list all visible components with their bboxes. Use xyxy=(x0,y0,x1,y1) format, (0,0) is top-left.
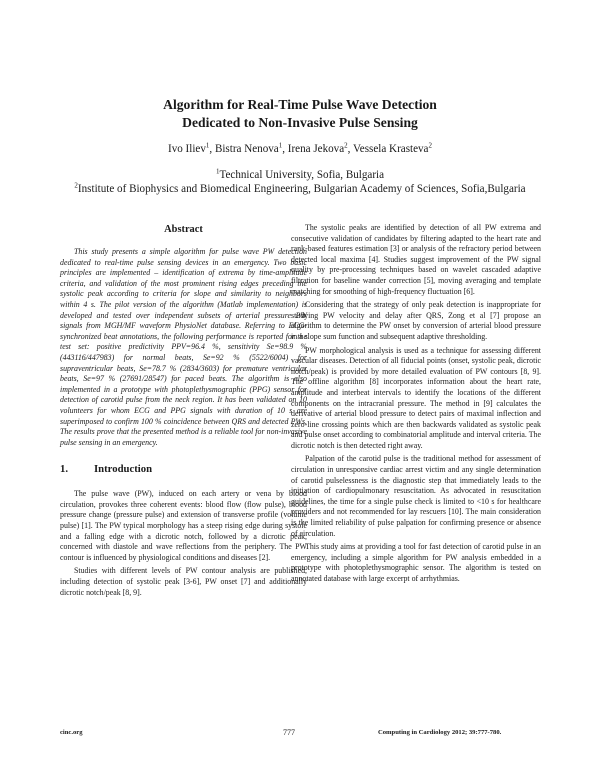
paragraph: The systolic peaks are identified by detection of all PW extrema and consecutive validation of candidates by filtering adapted to the heart rate and rank-based features estimation [3] or analysis of the refractory period between detected local maxima [4]. Studies suggest improvement of the PW signal quality by pre-processing techniques based on wavelet cascaded adaptive filtration for baseline wander correction [5], moving averaging and template matching for smoothing of high-frequency fluctuation [6]. xyxy=(291,223,541,296)
affiliation-text: Technical University, Sofia, Bulgaria xyxy=(219,169,385,181)
section-heading-introduction xyxy=(60,463,307,476)
affiliation-text: Institute of Biophysics and Biomedical Engineering, Bulgarian Academy of Sciences, Sofia,Bulgaria xyxy=(77,183,526,195)
section-number: 1. xyxy=(60,463,69,476)
paragraph: Palpation of the carotid pulse is the traditional method for assessment of circulation in unresponsive cardiac arrest victim and any single determination of carotid pulselessness is the diagnostic step that immediately leads to the initiation of cardiopulmonary resuscitation. As advocated in resuscitation guidelines, the time for a single pulse check is limited to <10 s for healthcare providers and not recommended for lay rescuers [10]. The main consideration is the limited reliability of pulse palpation for confirming presence or absence of circulation. xyxy=(291,454,541,538)
affiliation-2 xyxy=(0,182,600,196)
footer-citation: Computing in Cardiology 2012; 39:777-780. xyxy=(378,729,502,736)
paper-title xyxy=(0,96,600,132)
affiliation-sup: 2 xyxy=(74,181,78,190)
paragraph: This study aims at providing a tool for fast detection of carotid pulse in an emergency, including a simple algorithm for PW analysis embedded in a prototype with photoplethysmographic sensor. The algorithm is tested on annotated database with large excerpt of arrhythmias. xyxy=(291,542,541,583)
affiliations xyxy=(0,168,600,196)
author-sup: 2 xyxy=(344,141,348,150)
title-line-2: Dedicated to Non-Invasive Pulse Sensing xyxy=(182,115,418,130)
paragraph: Considering that the strategy of only peak detection is inappropriate for studying PW velocity and delay after QRS, Zong et al [7] propose an algorithm to determine the PW onset by conversion of arterial blood pressure in a slope sum function and subsequent adaptive thresholding. xyxy=(291,300,541,341)
affiliation-1 xyxy=(0,168,600,182)
footer-page-number: 777 xyxy=(283,728,295,737)
abstract-text: This study presents a simple algorithm for pulse wave PW detection dedicated to real-time pulse sensing devices in an emergency. Two basic principles are implemented – identification of extrema by time-amplitude criteria, and validation of the most prominent rising edges preceding the systolic peak according to criteria for slope and similarity to neighbors within 4 s. The pilot version of the algorithm (Matlab implementation) is developed and tested over independent subsets of arterial pressure PW signals from MGH/MF waveform PhysioNet database. Referring to ECG-synchronized beat annotations, the following performance is reported for the test set: positive predictivity PPV=96.4 %, sensitivity Se=98.9 % (443116/447983) for normal beats, Se=92 % (5522/6004) for supraventricular beats, Se=78.7 % (2834/3603) for premature ventricular beats, Se=97 % (27691/28547) for paced beats. The algorithm is also implemented in a prototype with photoplethysmographic (PPG) sensor for detection of carotid pulse from the neck region. It has been validated on 10 volunteers for whom ECG and PPG signals with duration of 10 s are superimposed to confirm 100 % coincidence between QRS and detected PWs. The results prove that the presented method is a reliable tool for non-invasive pulse sensing in an emergency. xyxy=(60,247,307,447)
author-list: Ivo Iliev$^1$, Bistra Nenova$^1$, Irena Jekova$^2$, Vessela Krasteva$^2$ xyxy=(168,141,432,155)
author: Vessela Krasteva xyxy=(353,143,429,155)
right-column xyxy=(291,223,541,588)
affiliation-sup: 1 xyxy=(215,167,220,176)
author-sup: 2 xyxy=(428,141,432,150)
paragraph: PW morphological analysis is used as a technique for assessing different vascular diseases. Detection of all fiducial points (onset, systolic peak, dicrotic notch/peak) is provided by more detailed evaluation of PW contours [8, 9]. The offline algorithm [8] incorporates information about the heart rate, amplitude and interbeat intervals to identify the locations of the different components on the intracranial pressure. The method in [9] calculates the derivative of arterial blood pressure to detect pairs of maximal inflection and zero-line crossing points which are then backwards validated as systolic peak and pulse onset according to combinatorial amplitude and interval criteria. The dicrotic notch is then detected right away. xyxy=(291,345,541,450)
author-sup: 1 xyxy=(205,141,210,150)
author: Irena Jekova xyxy=(287,143,345,155)
paragraph: The pulse wave (PW), induced on each artery or vena by blood circulation, provokes three coherent events: blood flow (flow pulse), blood pressure change (pressure pulse) and extension of transverse profile (volume pulse) [1]. The PW typical morphology has a steep rising edge during systole and a falling edge with a dicrotic notch, followed by a dicrotic peak, concerned with diastole and wave reflections from the periphery. The PW contour is influenced by physiological conditions and diseases [2]. xyxy=(60,489,307,562)
left-column xyxy=(60,223,307,601)
paragraph: Studies with different levels of PW contour analysis are published, including detection of systolic peak [3-6], PW onset [7] and additionally dicrotic notch/peak [8, 9]. xyxy=(60,566,307,597)
author: Ivo Iliev xyxy=(168,143,206,155)
footer-site: cinc.org xyxy=(60,729,83,736)
author: Bistra Nenova xyxy=(214,143,279,155)
section-title: Introduction xyxy=(94,463,153,476)
title-line-1: Algorithm for Real-Time Pulse Wave Detection xyxy=(163,97,437,112)
abstract-heading: Abstract xyxy=(164,224,203,235)
author-sup: 1 xyxy=(278,141,283,150)
